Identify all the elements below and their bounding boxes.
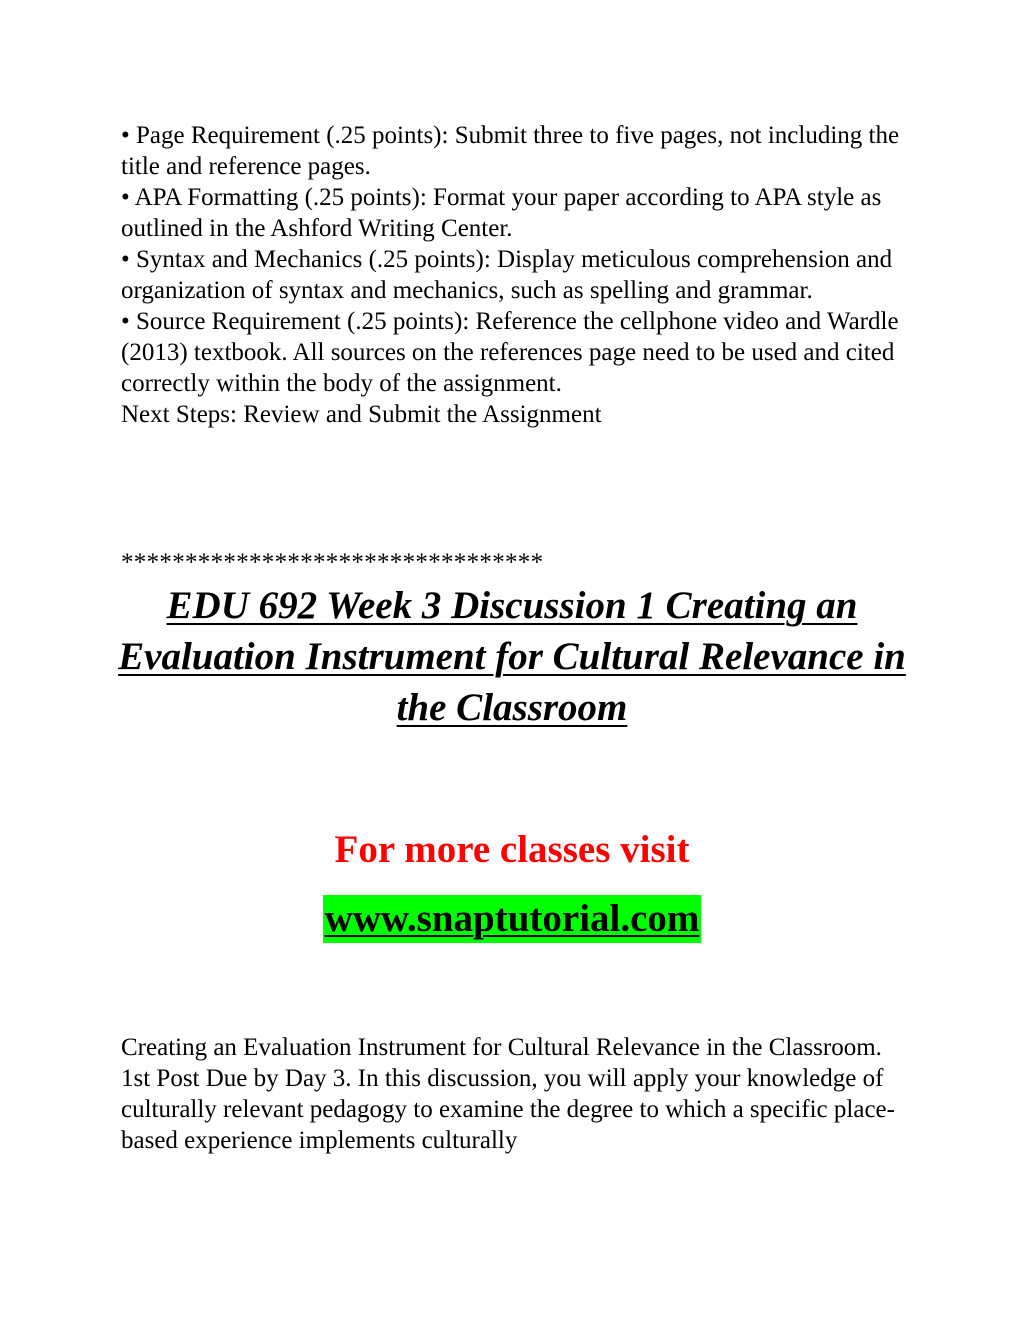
document-title: EDU 692 Week 3 Discussion 1 Creating an Evaluation Instrument for Cultural Relevance in the Classroom	[118, 584, 906, 729]
link-container	[0, 895, 1024, 943]
requirement-syntax: • Syntax and Mechanics (.25 points): Display meticulous comprehension and organization of syntax and mechanics, such as spelling and grammar.	[121, 246, 893, 304]
requirement-apa: • APA Formatting (.25 points): Format your paper according to APA style as outlined in the Ashford Writing Center.	[121, 184, 882, 242]
next-steps: Next Steps: Review and Submit the Assignment	[121, 401, 602, 428]
asterisk-separator: *********************************	[121, 549, 544, 576]
snaptutorial-link[interactable]: www.snaptutorial.com	[323, 895, 702, 943]
requirement-page: • Page Requirement (.25 points): Submit three to five pages, not including the title and reference pages.	[121, 122, 900, 180]
body-paragraph: Creating an Evaluation Instrument for Cultural Relevance in the Classroom. 1st Post Due by Day 3. In this discussion, you will apply your knowledge of culturally relevant pedagogy to examine the degree to which a specific place-based experience implements culturally	[121, 1034, 895, 1154]
requirement-source: • Source Requirement (.25 points): Reference the cellphone video and Wardle (2013) textbook. All sources on the references page need to be used and cited correctly within the body of the assignment.	[121, 308, 899, 397]
visit-heading: For more classes visit	[334, 828, 690, 871]
requirements-list	[121, 120, 921, 430]
